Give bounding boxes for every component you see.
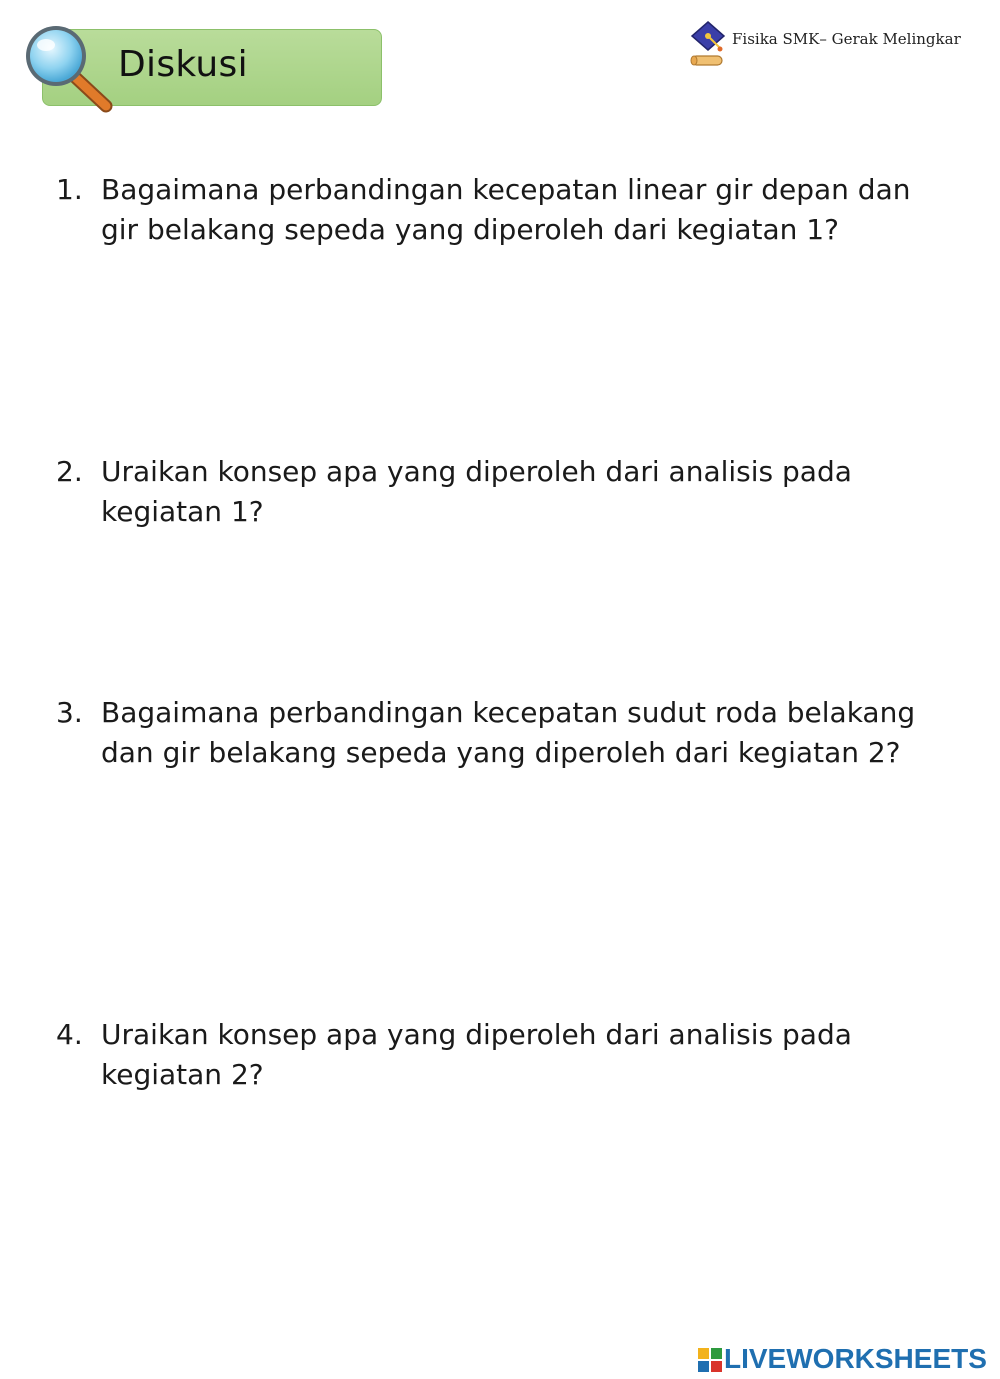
question-text: Uraikan konsep apa yang diperoleh dari analisis pada kegiatan 2?: [101, 1018, 852, 1091]
question-3: [56, 693, 936, 773]
question-number: 1.: [56, 173, 83, 206]
magnifier-icon: [18, 20, 118, 116]
course-header: [688, 20, 968, 68]
liveworksheets-logo[interactable]: [698, 1342, 998, 1376]
question-number: 4.: [56, 1018, 83, 1051]
question-number: 2.: [56, 455, 83, 488]
question-2: [56, 452, 936, 532]
graduation-cap-icon: [688, 20, 728, 68]
question-1: [56, 170, 936, 250]
question-text: Uraikan konsep apa yang diperoleh dari analisis pada kegiatan 1?: [101, 455, 852, 528]
question-text: Bagaimana perbandingan kecepatan linear gir depan dan gir belakang sepeda yang diperoleh dari kegiatan 1?: [101, 173, 911, 246]
logo-blocks-icon: [698, 1348, 722, 1372]
question-text: Bagaimana perbandingan kecepatan sudut roda belakang dan gir belakang sepeda yang diperoleh dari kegiatan 2?: [101, 696, 916, 769]
section-title: Diskusi: [118, 44, 248, 85]
course-label: Fisika SMK– Gerak Melingkar: [732, 30, 961, 48]
question-number: 3.: [56, 696, 83, 729]
question-4: [56, 1015, 936, 1095]
logo-text: LIVEWORKSHEETS: [724, 1343, 987, 1374]
